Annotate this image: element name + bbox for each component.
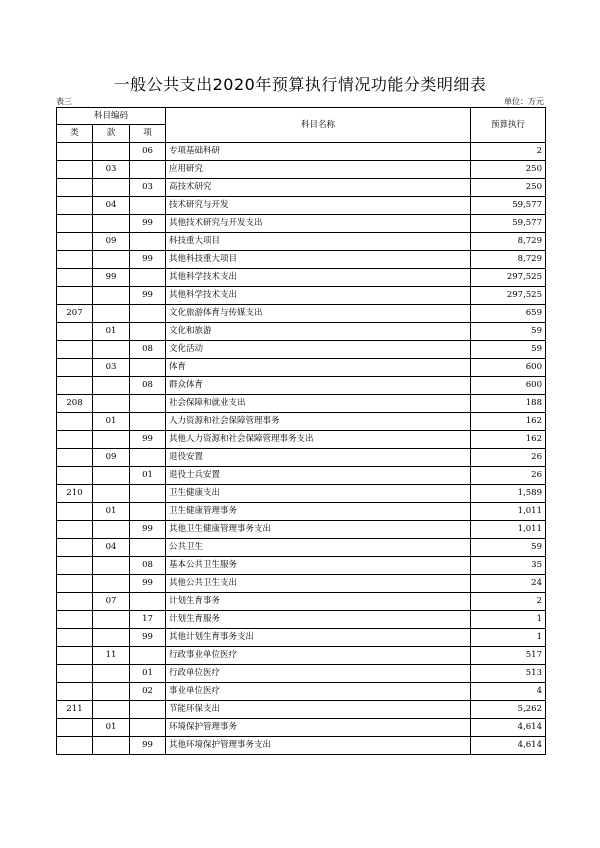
cell-xiang: 03	[130, 179, 166, 197]
cell-kuan	[93, 737, 130, 755]
table-row	[57, 629, 546, 647]
cell-amount: 600	[471, 359, 546, 377]
cell-lei	[57, 431, 93, 449]
cell-amount: 59	[471, 341, 546, 359]
cell-amount: 250	[471, 179, 546, 197]
cell-name: 其他计划生育事务支出	[166, 629, 471, 647]
cell-lei	[57, 593, 93, 611]
cell-kuan	[93, 665, 130, 683]
header-xiang: 项	[130, 125, 166, 143]
cell-amount: 8,729	[471, 251, 546, 269]
cell-kuan: 09	[93, 233, 130, 251]
cell-xiang: 99	[130, 737, 166, 755]
cell-kuan	[93, 377, 130, 395]
cell-name: 计划生育事务	[166, 593, 471, 611]
cell-name: 文化旅游体育与传媒支出	[166, 305, 471, 323]
cell-amount: 8,729	[471, 233, 546, 251]
table-row	[57, 251, 546, 269]
cell-kuan: 01	[93, 413, 130, 431]
cell-xiang	[130, 305, 166, 323]
table-row	[57, 359, 546, 377]
cell-name: 卫生健康支出	[166, 485, 471, 503]
cell-lei	[57, 233, 93, 251]
cell-kuan	[93, 683, 130, 701]
cell-xiang: 01	[130, 467, 166, 485]
cell-amount: 2	[471, 143, 546, 161]
header-code-group: 科目编码	[57, 108, 166, 125]
table-row	[57, 377, 546, 395]
table-row	[57, 683, 546, 701]
cell-lei	[57, 359, 93, 377]
cell-amount: 600	[471, 377, 546, 395]
cell-lei: 211	[57, 701, 93, 719]
cell-xiang	[130, 647, 166, 665]
header-amount: 预算执行	[471, 108, 546, 143]
cell-kuan	[93, 701, 130, 719]
cell-kuan	[93, 575, 130, 593]
expenditure-table	[56, 107, 546, 755]
cell-kuan	[93, 179, 130, 197]
cell-kuan: 09	[93, 449, 130, 467]
table-body	[57, 143, 546, 755]
table-row	[57, 575, 546, 593]
cell-amount: 59,577	[471, 197, 546, 215]
cell-kuan	[93, 521, 130, 539]
table-row	[57, 485, 546, 503]
cell-xiang: 17	[130, 611, 166, 629]
cell-kuan	[93, 215, 130, 233]
cell-lei	[57, 719, 93, 737]
cell-lei: 208	[57, 395, 93, 413]
cell-lei	[57, 557, 93, 575]
cell-amount: 297,525	[471, 269, 546, 287]
cell-name: 卫生健康管理事务	[166, 503, 471, 521]
cell-xiang: 06	[130, 143, 166, 161]
cell-lei	[57, 683, 93, 701]
header-name: 科目名称	[166, 108, 471, 143]
cell-name: 其他环境保护管理事务支出	[166, 737, 471, 755]
cell-lei	[57, 575, 93, 593]
cell-name: 文化活动	[166, 341, 471, 359]
cell-lei	[57, 179, 93, 197]
cell-lei	[57, 521, 93, 539]
cell-kuan: 99	[93, 269, 130, 287]
table-row	[57, 269, 546, 287]
cell-name: 行政单位医疗	[166, 665, 471, 683]
cell-xiang	[130, 701, 166, 719]
cell-kuan: 01	[93, 503, 130, 521]
cell-xiang: 99	[130, 575, 166, 593]
table-row	[57, 737, 546, 755]
table-row	[57, 341, 546, 359]
table-row	[57, 521, 546, 539]
cell-xiang: 99	[130, 521, 166, 539]
table-row	[57, 719, 546, 737]
cell-lei	[57, 611, 93, 629]
cell-xiang	[130, 593, 166, 611]
cell-xiang	[130, 539, 166, 557]
cell-amount: 4,614	[471, 737, 546, 755]
cell-name: 行政事业单位医疗	[166, 647, 471, 665]
cell-lei	[57, 449, 93, 467]
table-row	[57, 647, 546, 665]
header-kuan: 款	[93, 125, 130, 143]
header-lei: 类	[57, 125, 93, 143]
cell-xiang	[130, 359, 166, 377]
table-row	[57, 215, 546, 233]
cell-name: 退役安置	[166, 449, 471, 467]
table-row	[57, 323, 546, 341]
cell-amount: 162	[471, 431, 546, 449]
cell-lei	[57, 341, 93, 359]
cell-xiang: 99	[130, 287, 166, 305]
cell-xiang	[130, 449, 166, 467]
cell-name: 其他科学技术支出	[166, 269, 471, 287]
cell-amount: 59,577	[471, 215, 546, 233]
cell-amount: 297,525	[471, 287, 546, 305]
cell-xiang	[130, 485, 166, 503]
table-row	[57, 467, 546, 485]
cell-lei	[57, 215, 93, 233]
cell-name: 公共卫生	[166, 539, 471, 557]
cell-amount: 513	[471, 665, 546, 683]
cell-name: 其他科技重大项目	[166, 251, 471, 269]
cell-kuan	[93, 305, 130, 323]
cell-xiang	[130, 395, 166, 413]
cell-xiang: 08	[130, 341, 166, 359]
cell-kuan	[93, 467, 130, 485]
table-header	[57, 108, 546, 143]
cell-xiang: 08	[130, 377, 166, 395]
cell-xiang: 99	[130, 215, 166, 233]
cell-amount: 1,011	[471, 521, 546, 539]
cell-kuan	[93, 611, 130, 629]
cell-kuan	[93, 395, 130, 413]
cell-kuan: 04	[93, 197, 130, 215]
cell-amount: 59	[471, 539, 546, 557]
cell-amount: 1,011	[471, 503, 546, 521]
cell-xiang: 99	[130, 629, 166, 647]
cell-xiang: 99	[130, 251, 166, 269]
cell-kuan	[93, 143, 130, 161]
cell-name: 应用研究	[166, 161, 471, 179]
table-row	[57, 161, 546, 179]
page-title: 一般公共支出2020年预算执行情况功能分类明细表	[113, 75, 487, 94]
cell-lei	[57, 665, 93, 683]
cell-name: 基本公共卫生服务	[166, 557, 471, 575]
cell-name: 退役士兵安置	[166, 467, 471, 485]
cell-name: 体育	[166, 359, 471, 377]
cell-kuan: 01	[93, 323, 130, 341]
cell-amount: 35	[471, 557, 546, 575]
cell-name: 人力资源和社会保障管理事务	[166, 413, 471, 431]
table-row	[57, 431, 546, 449]
cell-name: 节能环保支出	[166, 701, 471, 719]
cell-name: 其他卫生健康管理事务支出	[166, 521, 471, 539]
cell-name: 群众体育	[166, 377, 471, 395]
cell-lei	[57, 143, 93, 161]
cell-amount: 188	[471, 395, 546, 413]
cell-amount: 4	[471, 683, 546, 701]
table-row	[57, 503, 546, 521]
cell-lei	[57, 737, 93, 755]
cell-amount: 2	[471, 593, 546, 611]
cell-lei	[57, 269, 93, 287]
table-row	[57, 611, 546, 629]
cell-xiang	[130, 197, 166, 215]
cell-amount: 5,262	[471, 701, 546, 719]
cell-kuan: 04	[93, 539, 130, 557]
table-row	[57, 449, 546, 467]
cell-lei	[57, 503, 93, 521]
table-row	[57, 143, 546, 161]
cell-xiang: 99	[130, 431, 166, 449]
cell-kuan: 07	[93, 593, 130, 611]
table-row	[57, 197, 546, 215]
cell-xiang: 01	[130, 665, 166, 683]
cell-name: 文化和旅游	[166, 323, 471, 341]
table-row	[57, 179, 546, 197]
cell-amount: 659	[471, 305, 546, 323]
cell-lei	[57, 287, 93, 305]
cell-name: 其他技术研究与开发支出	[166, 215, 471, 233]
unit-label: 单位：万元	[504, 97, 544, 106]
table-row	[57, 539, 546, 557]
cell-name: 其他公共卫生支出	[166, 575, 471, 593]
cell-lei	[57, 413, 93, 431]
table-row	[57, 395, 546, 413]
table-row	[57, 701, 546, 719]
cell-name: 其他人力资源和社会保障管理事务支出	[166, 431, 471, 449]
cell-amount: 4,614	[471, 719, 546, 737]
cell-kuan: 03	[93, 359, 130, 377]
cell-name: 计划生育服务	[166, 611, 471, 629]
cell-xiang	[130, 503, 166, 521]
cell-name: 技术研究与开发	[166, 197, 471, 215]
cell-kuan	[93, 629, 130, 647]
cell-name: 事业单位医疗	[166, 683, 471, 701]
table-row	[57, 557, 546, 575]
table-row	[57, 593, 546, 611]
cell-kuan: 01	[93, 719, 130, 737]
cell-kuan: 11	[93, 647, 130, 665]
cell-lei	[57, 539, 93, 557]
cell-xiang	[130, 413, 166, 431]
cell-amount: 517	[471, 647, 546, 665]
cell-amount: 24	[471, 575, 546, 593]
cell-amount: 26	[471, 467, 546, 485]
cell-name: 其他科学技术支出	[166, 287, 471, 305]
cell-amount: 162	[471, 413, 546, 431]
cell-lei	[57, 467, 93, 485]
cell-xiang	[130, 719, 166, 737]
table-label: 表三	[56, 97, 72, 106]
cell-kuan	[93, 557, 130, 575]
cell-lei: 210	[57, 485, 93, 503]
cell-name: 科技重大项目	[166, 233, 471, 251]
cell-lei	[57, 629, 93, 647]
cell-name: 环境保护管理事务	[166, 719, 471, 737]
cell-amount: 250	[471, 161, 546, 179]
cell-xiang	[130, 269, 166, 287]
cell-lei	[57, 647, 93, 665]
cell-amount: 1,589	[471, 485, 546, 503]
cell-xiang: 02	[130, 683, 166, 701]
cell-name: 高技术研究	[166, 179, 471, 197]
table-row	[57, 413, 546, 431]
cell-name: 社会保障和就业支出	[166, 395, 471, 413]
cell-kuan	[93, 251, 130, 269]
cell-xiang: 08	[130, 557, 166, 575]
cell-lei	[57, 323, 93, 341]
cell-amount: 26	[471, 449, 546, 467]
table-row	[57, 287, 546, 305]
cell-kuan	[93, 287, 130, 305]
cell-kuan	[93, 485, 130, 503]
cell-lei: 207	[57, 305, 93, 323]
cell-kuan	[93, 431, 130, 449]
cell-kuan: 03	[93, 161, 130, 179]
table-row	[57, 233, 546, 251]
cell-xiang	[130, 233, 166, 251]
cell-name: 专项基础科研	[166, 143, 471, 161]
cell-lei	[57, 251, 93, 269]
cell-amount: 59	[471, 323, 546, 341]
cell-xiang	[130, 323, 166, 341]
cell-xiang	[130, 161, 166, 179]
cell-amount: 1	[471, 629, 546, 647]
cell-lei	[57, 377, 93, 395]
cell-lei	[57, 197, 93, 215]
cell-kuan	[93, 341, 130, 359]
table-row	[57, 305, 546, 323]
cell-lei	[57, 161, 93, 179]
table-row	[57, 665, 546, 683]
cell-amount: 1	[471, 611, 546, 629]
